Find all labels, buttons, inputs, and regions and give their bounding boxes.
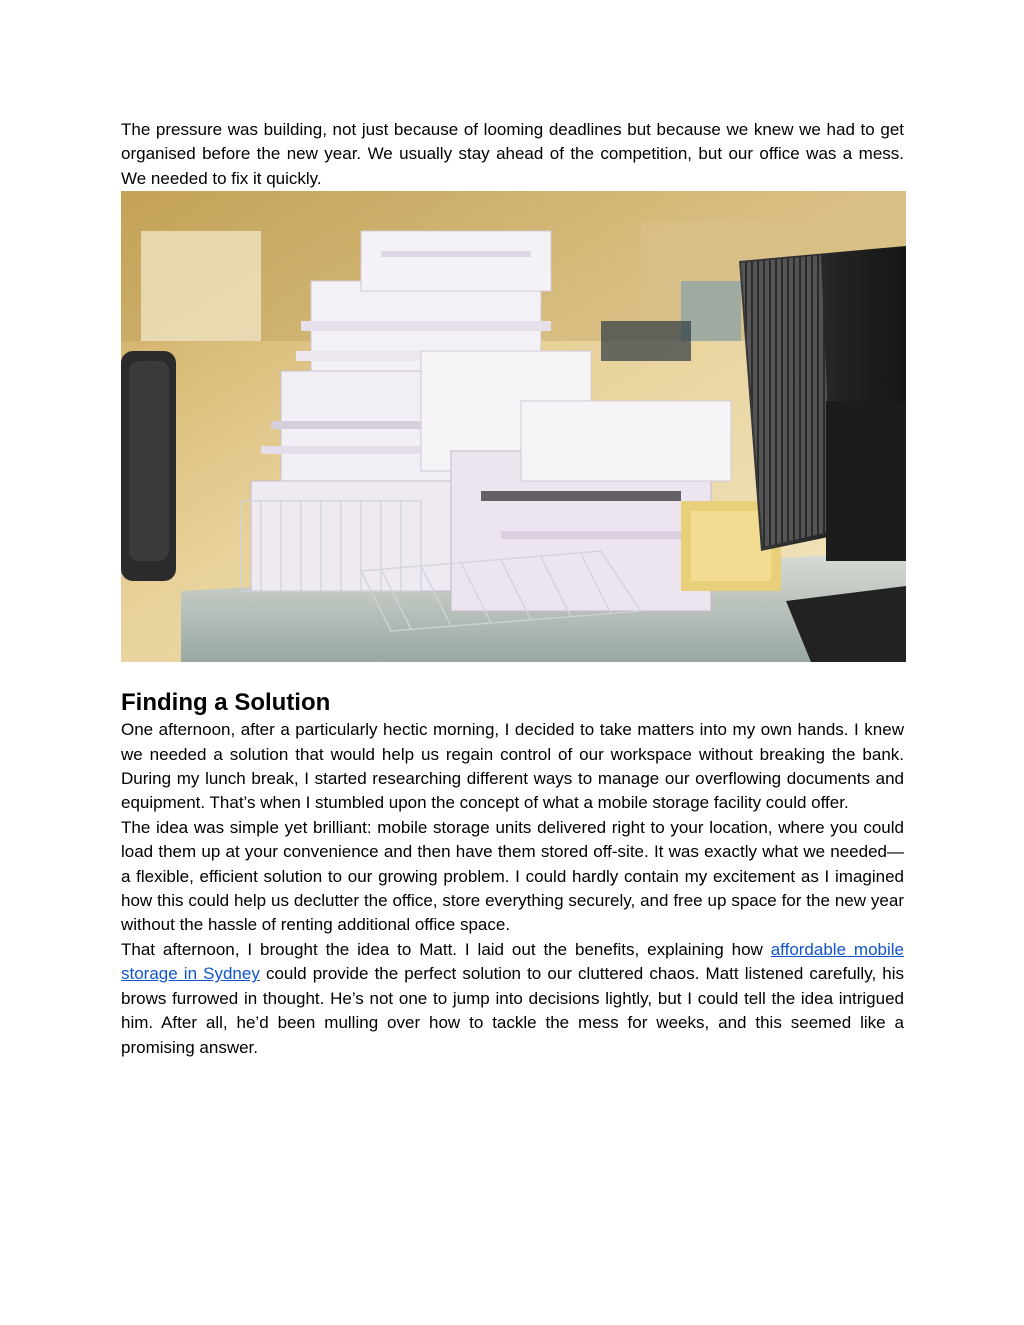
paragraph-3-before-link: That afternoon, I brought the idea to Matt. I laid out the benefits, explaining how [121, 939, 771, 959]
affordable-mobile-storage-link[interactable]: affordable mobile storage in Sydney [121, 939, 905, 984]
document-page [121, 118, 904, 1060]
paragraph-1: One afternoon, after a particularly hectic morning, I decided to take matters into my own hands. I knew we needed a solution that would help us regain control of our workspace without breaking the bank. During my lunch break, I started researching different ways to manage our overflowing documents and equipment. That’s when I stumbled upon the concept of what a mobile storage facility could offer. [121, 720, 904, 813]
paragraph-3 [121, 938, 904, 1060]
cluttered-office-photo [121, 191, 906, 662]
intro-paragraph: The pressure was building, not just because of looming deadlines but because we knew we had to get organised before the new year. We usually stay ahead of the competition, but our office was a mess. We needed to fix it quickly. [121, 120, 904, 188]
paragraph-3-after-link: could provide the perfect solution to our cluttered chaos. Matt listened carefully, his brows furrowed in thought. He’s not one to jump into decisions lightly, but I could tell the idea intrigued him. After all, he’d been mulling over how to tackle the mess for weeks, and this seemed like a promising answer. [121, 964, 905, 1057]
section-heading: Finding a Solution [121, 689, 331, 717]
paragraph-2: The idea was simple yet brilliant: mobile storage units delivered right to your location, where you could load them up at your convenience and then have them stored off-site. It was exactly what we needed—a flexible, efficient solution to our growing problem. I could hardly contain my excitement as I imagined how this could help us declutter the office, store everything securely, and free up space for the new year without the hassle of renting additional office space. [121, 817, 904, 935]
